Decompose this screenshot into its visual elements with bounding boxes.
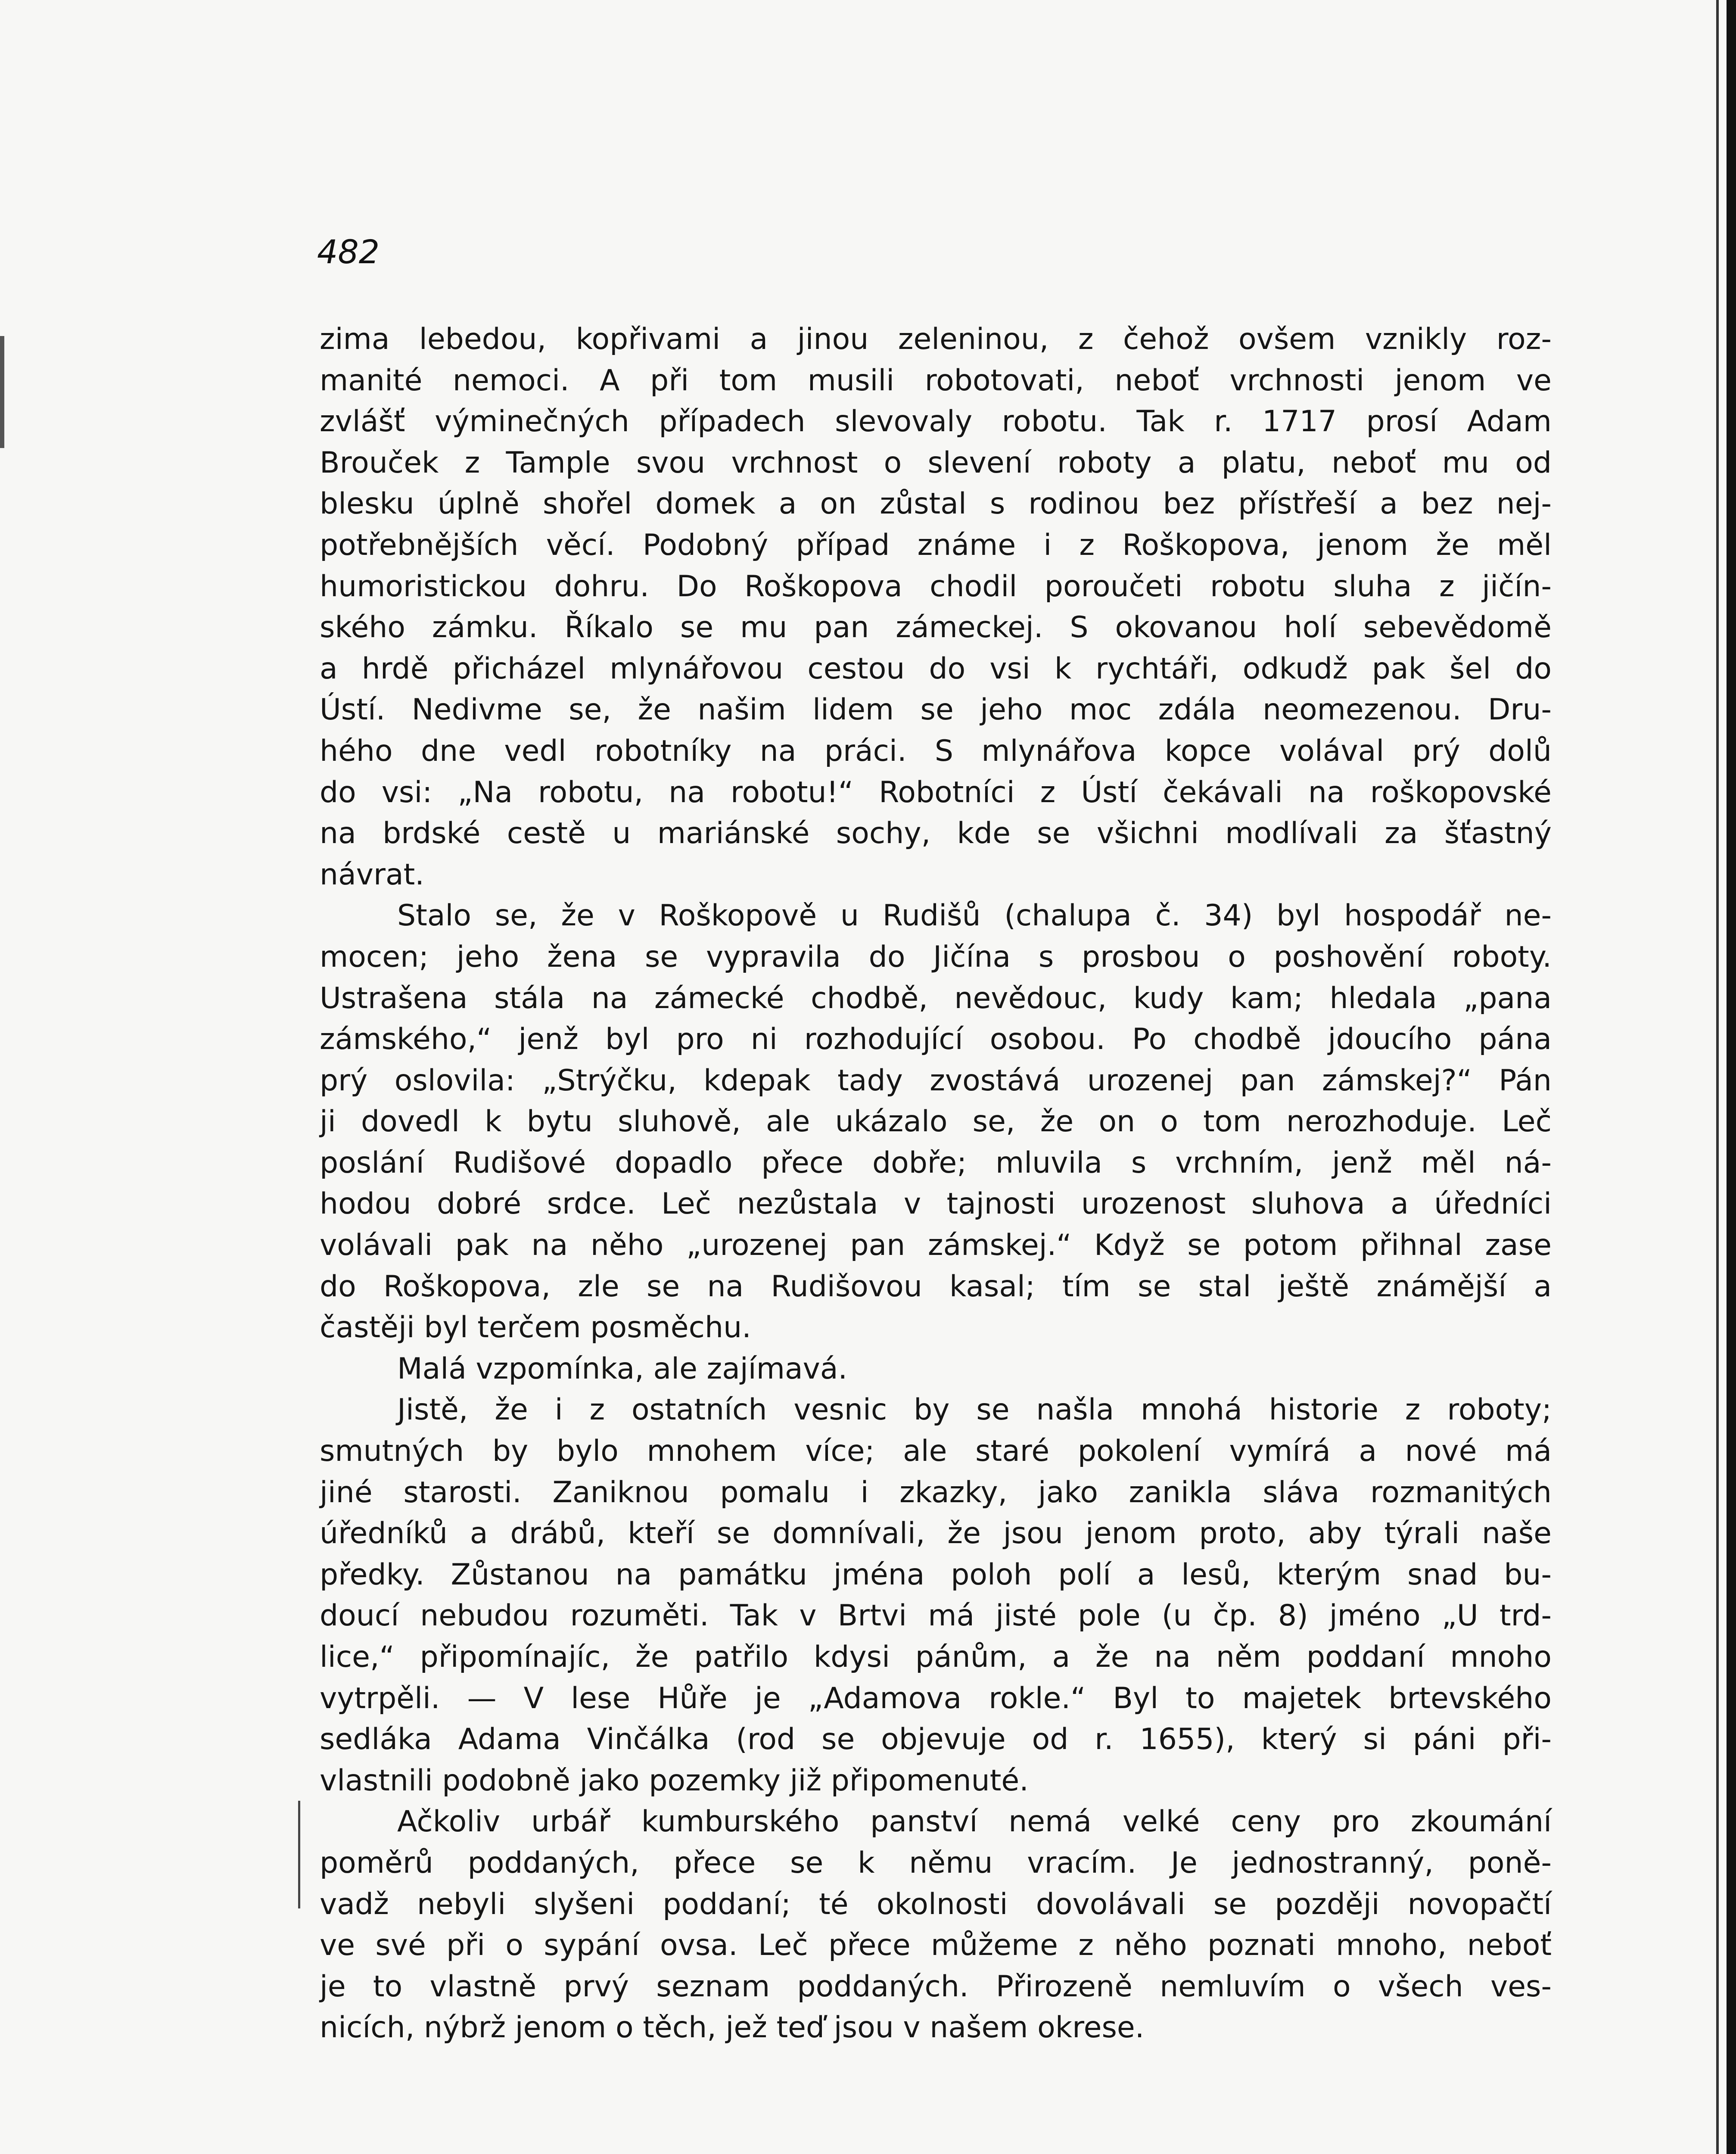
text-line: manité nemoci. A při tom musili robotovati, neboť vrchnosti jenom ve [320,363,1552,398]
text-line: Brouček z Tample svou vrchnost o slevení roboty a platu, neboť mu od [320,445,1552,480]
text-line: jiné starosti. Zaniknou pomalu i zkazky, jako zanikla sláva rozmanitých [320,1475,1552,1510]
text-line: ve své při o sypání ovsa. Leč přece můžeme z něho poznati mnoho, neboť [320,1928,1552,1963]
text-line: je to vlastně prvý seznam poddaných. Přirozeně nemluvím o všech ves- [320,1969,1552,2004]
scan-edge-right [1727,0,1736,2154]
body-text [320,319,1552,2048]
text-line: humoristickou dohru. Do Roškopova chodil poroučeti robotu sluha z jičín- [320,569,1552,604]
text-line: úředníků a drábů, kteří se domnívali, že jsou jenom proto, aby týrali naše [320,1516,1552,1551]
text-line: Ačkoliv urbář kumburského panství nemá velké ceny pro zkoumání [397,1805,1552,1839]
text-line: ského zámku. Říkalo se mu pan zámeckej. S okovanou holí sebevědomě [320,610,1552,645]
text-line: zima lebedou, kopřivami a jinou zeleninou, z čehož ovšem vznikly roz- [320,322,1552,356]
scan-edge-line [1716,0,1719,2154]
text-line: zámského,“ jenž byl pro ni rozhodující osobou. Po chodbě jdoucího pána [320,1022,1552,1057]
text-line: hého dne vedl robotníky na práci. S mlynářova kopce volával prý dolů [320,734,1552,768]
text-line: lice,“ připomínajíc, že patřilo kdysi pánům, a že na něm poddaní mnoho [320,1640,1552,1674]
text-line: do vsi: „Na robotu, na robotu!“ Robotníci z Ústí čekávali na roškopovské [320,775,1552,809]
text-line: Stalo se, že v Roškopově u Rudišů (chalupa č. 34) byl hospodář ne- [397,899,1552,933]
text-line: prý oslovila: „Strýčku, kdepak tady zvostává urozenej pan zámskej?“ Pán [320,1063,1552,1098]
text-line: volávali pak na něho „urozenej pan zámskej.“ Když se potom přihnal zase [320,1228,1552,1263]
text-line: poměrů poddaných, přece se k němu vracím. Je jednostranný, poně- [320,1846,1552,1880]
text-line: poslání Rudišové dopadlo přece dobře; mluvila s vrchním, jenž měl ná- [320,1145,1552,1180]
text-line: častěji byl terčem posměchu. [320,1310,751,1345]
text-line: vadž nebyli slyšeni poddaní; té okolnosti dovolávali se později novopačtí [320,1887,1552,1921]
text-line: potřebnějších věcí. Podobný případ známe i z Roškopova, jenom že měl [320,528,1552,562]
text-line: Malá vzpomínka, ale zajímavá. [397,1351,848,1386]
text-line: blesku úplně shořel domek a on zůstal s rodinou bez přístřeší a bez nej- [320,487,1552,521]
text-line: hodou dobré srdce. Leč nezůstala v tajnosti urozenost sluhova a úředníci [320,1187,1552,1221]
text-line: zvlášť výminečných případech slevovaly robotu. Tak r. 1717 prosí Adam [320,405,1552,439]
page-number: 482 [317,233,380,271]
text-line: ji dovedl k bytu sluhově, ale ukázalo se, že on o tom nerozhoduje. Leč [320,1105,1552,1139]
text-line: návrat. [320,857,424,892]
text-line: a hrdě přicházel mlynářovou cestou do vsi k rychtáři, odkudž pak šel do [320,651,1552,686]
text-line: smutných by bylo mnohem více; ale staré pokolení vymírá a nové má [320,1434,1552,1469]
text-line: Jistě, že i z ostatních vesnic by se našla mnohá historie z roboty; [397,1393,1552,1427]
text-line: na brdské cestě u mariánské sochy, kde se všichni modlívali za šťastný [320,816,1552,851]
text-line: Ustrašena stála na zámecké chodbě, nevědouc, kudy kam; hledala „pana [320,981,1552,1015]
text-line: do Roškopova, zle se na Rudišovou kasal; tím se stal ještě známější a [320,1269,1552,1304]
margin-mark [298,1801,300,1908]
text-line: sedláka Adama Vinčálka (rod se objevuje od r. 1655), který si páni při- [320,1722,1552,1757]
text-line: vlastnili podobně jako pozemky již připomenuté. [320,1763,1029,1798]
text-line: vytrpěli. — V lese Hůře je „Adamova rokle.“ Byl to majetek brtevského [320,1681,1552,1715]
scan-edge-left [0,336,4,448]
text-line: nicích, nýbrž jenom o těch, jež teď jsou v našem okrese. [320,2011,1145,2045]
text-line: doucí nebudou rozuměti. Tak v Brtvi má jisté pole (u čp. 8) jméno „U trd- [320,1599,1552,1633]
text-line: mocen; jeho žena se vypravila do Jičína s prosbou o poshovění roboty. [320,940,1552,974]
text-line: Ústí. Nedivme se, že našim lidem se jeho moc zdála neomezenou. Dru- [320,693,1552,727]
text-line: předky. Zůstanou na památku jména poloh polí a lesů, kterým snad bu- [320,1557,1552,1592]
